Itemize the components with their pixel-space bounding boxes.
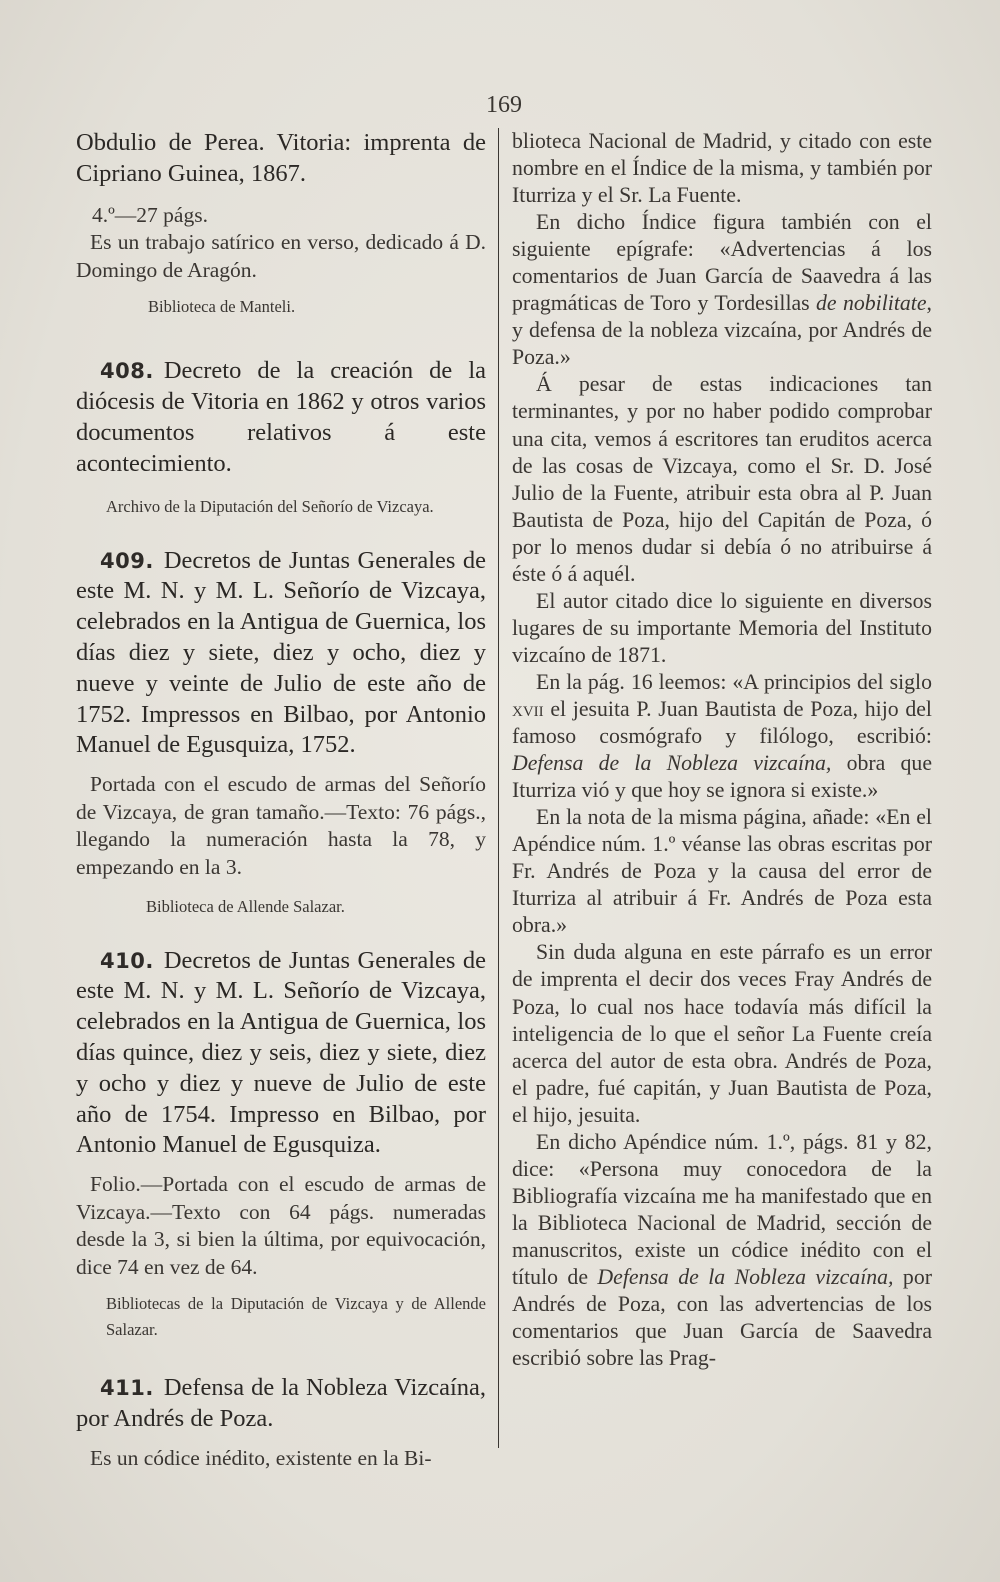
- entry-411-text: Defensa de la Nobleza Vizcaína, por Andrés de Poza.: [76, 1374, 486, 1433]
- right-paragraph-2-text-b: , y defensa de la nobleza vizcaína, por Andrés de Poza.»: [512, 291, 932, 370]
- entry-411: [76, 1373, 486, 1435]
- entry-407-description: 4.º—27 págs.: [92, 202, 208, 227]
- right-paragraph-8: [512, 1129, 932, 1372]
- right-paragraph-7: Sin duda alguna en este párrafo es un error de imprenta el decir dos veces Fray Andrés de Poza, lo cual nos hace todavía más difícil la inteligencia de lo que el señor La Fuente creía acerca del autor de esta obra. Andrés de Poza, el padre, fué capitán, y Juan Bautista de Poza, el hijo, jesuita.: [512, 940, 932, 1127]
- right-paragraph-2-text-a: En dicho Índice figura también con el siguiente epígrafe: «Advertencias á los comentarios de Juan García de Saavedra á las pragmáticas de Toro y Tordesillas: [512, 210, 932, 316]
- right-column: [512, 128, 932, 1372]
- entry-410-note: Folio.—Portada con el escudo de armas de Vizcaya.—Texto con 64 págs. numeradas desde la 3, si bien la última, por equivocación, dice 74 en vez de 64.: [76, 1172, 486, 1279]
- right-paragraph-2: [512, 209, 932, 371]
- entry-407-title: Obdulio de Perea. Vitoria: imprenta de Cipriano Guinea, 1867.: [76, 129, 486, 187]
- right-paragraph-4: El autor citado dice lo siguiente en diversos lugares de su importante Memoria del Instituto vizcaíno de 1871.: [512, 588, 932, 667]
- right-paragraph-6: En la nota de la misma página, añade: «En el Apéndice núm. 1.º véanse las obras escritas por Fr. Andrés de Poza y la causa del error de Iturriza al atribuir á Fr. Andrés de Poza esta obra.»: [512, 805, 932, 938]
- entry-409-note: Portada con el escudo de armas del Señorío de Vizcaya, de gran tamaño.—Texto: 76 págs., llegando la numeración hasta la 78, y empezando en la 3.: [76, 772, 486, 879]
- entry-408: [76, 356, 486, 479]
- entry-409-number: 409.: [100, 548, 154, 573]
- column-divider: [498, 128, 499, 1448]
- entry-410-source: Bibliotecas de la Diputación de Vizcaya y de Allende Salazar.: [106, 1294, 486, 1340]
- entry-409-source: Biblioteca de Allende Salazar.: [146, 896, 345, 916]
- page-number: 169: [486, 92, 522, 118]
- right-paragraph-5-text-b: el jesuita P. Juan Bautista de Poza, hijo del famoso cosmógrafo y filólogo, escribió:: [512, 696, 932, 749]
- right-paragraph-5-italic: Defensa de la Nobleza vizcaína,: [512, 751, 832, 776]
- left-column: [76, 128, 486, 1473]
- entry-410-number: 410.: [100, 948, 154, 973]
- right-paragraph-3: Á pesar de estas indicaciones tan terminantes, y por no haber podido comprobar una cita, vemos á escritores tan eruditos acerca de las cosas de Vizcaya, como el Sr. D. José Julio de la Fuente, atribuir esta obra al P. Juan Bautista de Poza, hijo del Capitán de Poza, ó por lo menos dudar si debía ó no atribuirse á éste ó á aquél.: [512, 372, 932, 586]
- right-paragraph-2-italic: de nobilitate: [816, 291, 927, 316]
- entry-408-number: 408.: [100, 359, 154, 384]
- entry-408-text: Decreto de la creación de la diócesis de Vitoria en 1862 y otros varios documentos relativos á este acontecimiento.: [76, 357, 486, 477]
- right-paragraph-5-century: xvii: [512, 696, 544, 721]
- right-paragraph-5-text-c: obra que Iturriza vió y que hoy se ignora si existe.»: [512, 751, 932, 803]
- right-paragraph-1: blioteca Nacional de Madrid, y citado con este nombre en el Índice de la misma, y también por Iturriza y el Sr. La Fuente.: [512, 129, 932, 208]
- entry-411-number: 411.: [100, 1376, 154, 1401]
- entry-409-text: Decretos de Juntas Generales de este M. N. y M. L. Señorío de Vizcaya, celebrados en la Antigua de Guernica, los días diez y siete, diez y ocho, diez y nueve y veinte de Julio de este año de 1752. Impressos en Bilbao, por Antonio Manuel de Egusquiza, 1752.: [76, 546, 486, 759]
- entry-409: [76, 546, 486, 762]
- right-paragraph-5-text-a: En la pág. 16 leemos: «A principios del siglo: [536, 669, 932, 694]
- entry-410: [76, 946, 486, 1162]
- entry-407-note: Es un trabajo satírico en verso, dedicado á D. Domingo de Aragón.: [76, 230, 486, 282]
- entry-408-source: Archivo de la Diputación del Señorío de Vizcaya.: [106, 496, 434, 516]
- right-paragraph-5: [512, 669, 932, 804]
- entry-410-text: Decretos de Juntas Generales de este M. N. y M. L. Señorío de Vizcaya, celebrados en la Antigua de Guernica, los días quince, diez y seis, diez y siete, diez y ocho y diez y nueve de Julio de este año de 1754. Impresso en Bilbao, por Antonio Manuel de Egusquiza.: [76, 946, 486, 1159]
- entry-407-source: Biblioteca de Manteli.: [148, 297, 296, 317]
- right-paragraph-8-italic: Defensa de la Nobleza vizcaína,: [597, 1264, 894, 1289]
- entry-411-note: Es un códice inédito, existente en la Bi-: [90, 1446, 432, 1471]
- right-paragraph-8-text-b: por Andrés de Poza, con las advertencias de los comentarios que Juan García de Saavedra escribió sobre las Prag-: [512, 1264, 932, 1371]
- right-paragraph-8-text-a: En dicho Apéndice núm. 1.º, págs. 81 y 82, dice: «Persona muy conocedora de la Bibliografía vizcaína me ha manifestado que en la Biblioteca Nacional de Madrid, sección de manuscritos, existe un códice inédito con el título de: [512, 1129, 932, 1289]
